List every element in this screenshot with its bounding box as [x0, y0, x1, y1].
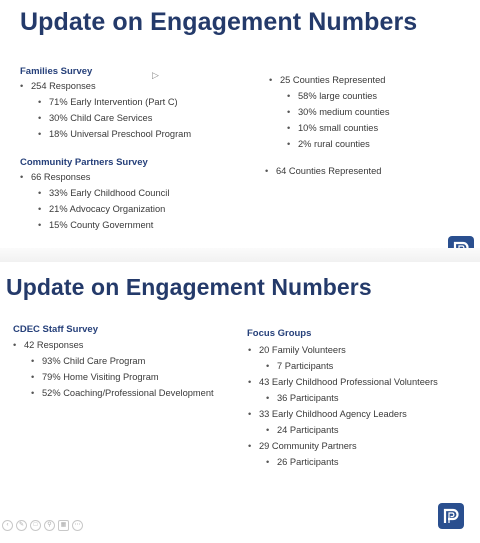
list-item: • 66 Responses [31, 169, 169, 185]
list-item: • 7 Participants [259, 358, 438, 374]
slide-title: Update on Engagement Numbers [6, 274, 372, 300]
list-item: • 18% Universal Preschool Program [31, 126, 191, 142]
previous-slide-icon[interactable]: ‹ [2, 520, 13, 531]
list-item: • 33% Early Childhood Council [31, 185, 169, 201]
list-item: • 71% Early Intervention (Part C) [31, 94, 191, 110]
list-item: • 24 Participants [259, 422, 438, 438]
families-survey-list [31, 78, 191, 142]
list-item: • 20 Family Volunteers [259, 342, 438, 358]
slides-overview-icon[interactable]: □ [30, 520, 41, 531]
list-item: • 93% Child Care Program [24, 353, 214, 369]
list-item: • 15% County Government [31, 217, 169, 233]
slide-divider [0, 248, 480, 262]
pcg-logo-icon [438, 503, 464, 529]
cdec-staff-list [24, 337, 214, 401]
focus-groups-heading: Focus Groups [247, 328, 312, 339]
families-survey-heading: Families Survey [20, 66, 93, 77]
more-options-icon[interactable]: ⋯ [72, 520, 83, 531]
list-item: • 10% small counties [280, 120, 389, 136]
list-item: • 79% Home Visiting Program [24, 369, 214, 385]
list-item: • 64 Counties Represented [276, 163, 381, 179]
counties-list [280, 72, 389, 152]
slide-1 [0, 0, 480, 262]
list-item: • 29 Community Partners [259, 438, 438, 454]
mouse-cursor-icon: ▷ [152, 70, 159, 80]
subtitles-icon[interactable]: ▦ [58, 520, 69, 531]
focus-groups-list [259, 342, 438, 470]
list-item: • 42 Responses [24, 337, 214, 353]
list-item: • 26 Participants [259, 454, 438, 470]
list-item: • 58% large counties [280, 88, 389, 104]
slide-title: Update on Engagement Numbers [20, 8, 418, 36]
cdec-staff-heading: CDEC Staff Survey [13, 324, 98, 335]
list-item: • 25 Counties Represented [280, 72, 389, 88]
community-partners-list [31, 169, 169, 233]
list-item: • 30% medium counties [280, 104, 389, 120]
presentation-toolbar [2, 520, 83, 531]
counties-second-list [276, 163, 381, 179]
list-item: • 21% Advocacy Organization [31, 201, 169, 217]
list-item: • 43 Early Childhood Professional Volunteers [259, 374, 438, 390]
list-item: • 36 Participants [259, 390, 438, 406]
list-item: • 52% Coaching/Professional Development [24, 385, 214, 401]
pen-icon[interactable]: ✎ [16, 520, 27, 531]
list-item: • 33 Early Childhood Agency Leaders [259, 406, 438, 422]
search-icon[interactable]: ⚲ [44, 520, 55, 531]
list-item: • 30% Child Care Services [31, 110, 191, 126]
list-item: • 254 Responses [31, 78, 191, 94]
list-item: • 2% rural counties [280, 136, 389, 152]
community-partners-heading: Community Partners Survey [20, 157, 148, 168]
slide-2 [0, 262, 480, 543]
